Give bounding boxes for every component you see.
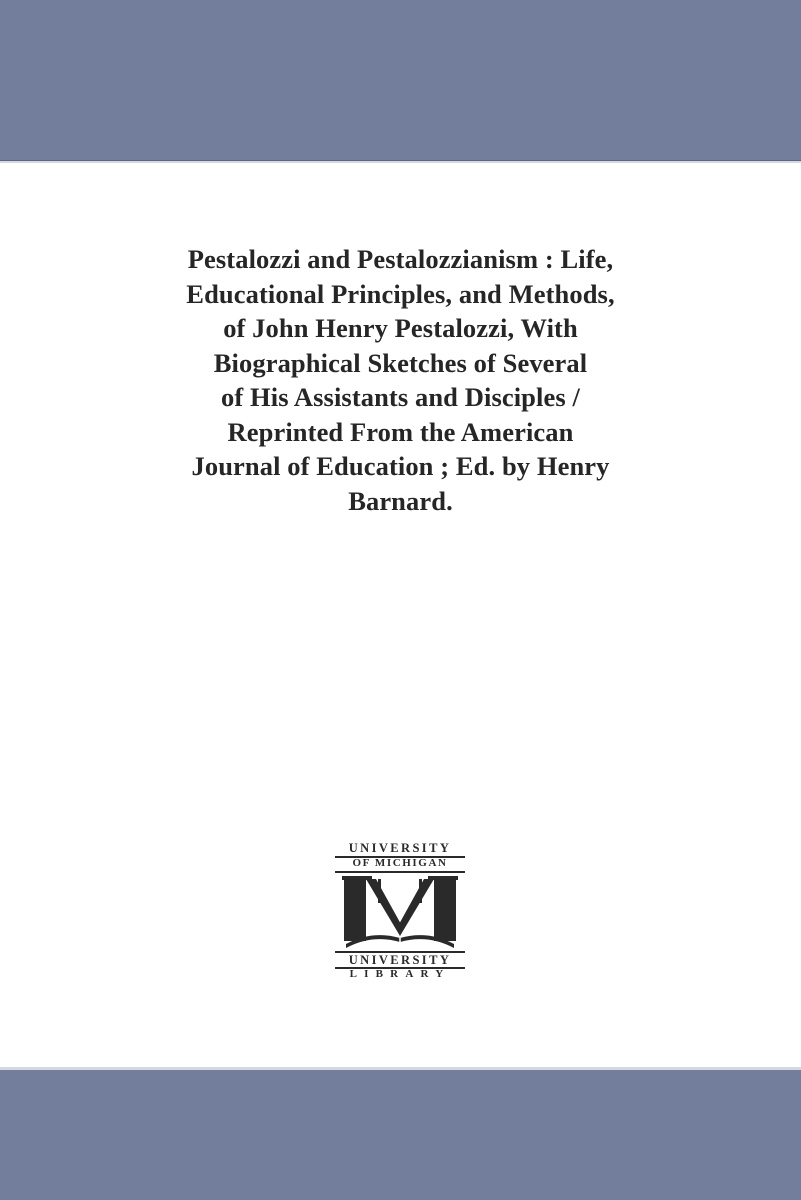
title-line: Journal of Education ; Ed. by Henry: [191, 451, 610, 481]
logo-text-of-michigan: OF MICHIGAN: [352, 857, 448, 869]
title-line: Educational Principles, and Methods,: [186, 278, 615, 309]
book-title: [60, 242, 741, 518]
title-line: Pestalozzi and Pestalozzianism : Life,: [187, 244, 614, 274]
logo-text-university-2: UNIVERSITY: [348, 953, 452, 967]
title-line: of His Assistants and Disciples /: [221, 382, 580, 412]
title-line: of John Henry Pestalozzi, With: [223, 313, 578, 343]
title-line: Biographical Sketches of Several: [213, 347, 588, 378]
title-line: Barnard.: [348, 485, 453, 516]
title-line: Reprinted From the American: [227, 416, 574, 447]
bottom-color-band: [0, 1067, 801, 1200]
top-color-band: [0, 0, 801, 163]
university-of-michigan-library-logo: [331, 840, 469, 982]
logo-divider: [335, 871, 465, 873]
block-m-book-seal-icon: [342, 876, 458, 949]
logo-text-library: LIBRARY: [349, 968, 451, 980]
logo-text-university: UNIVERSITY: [348, 841, 452, 855]
